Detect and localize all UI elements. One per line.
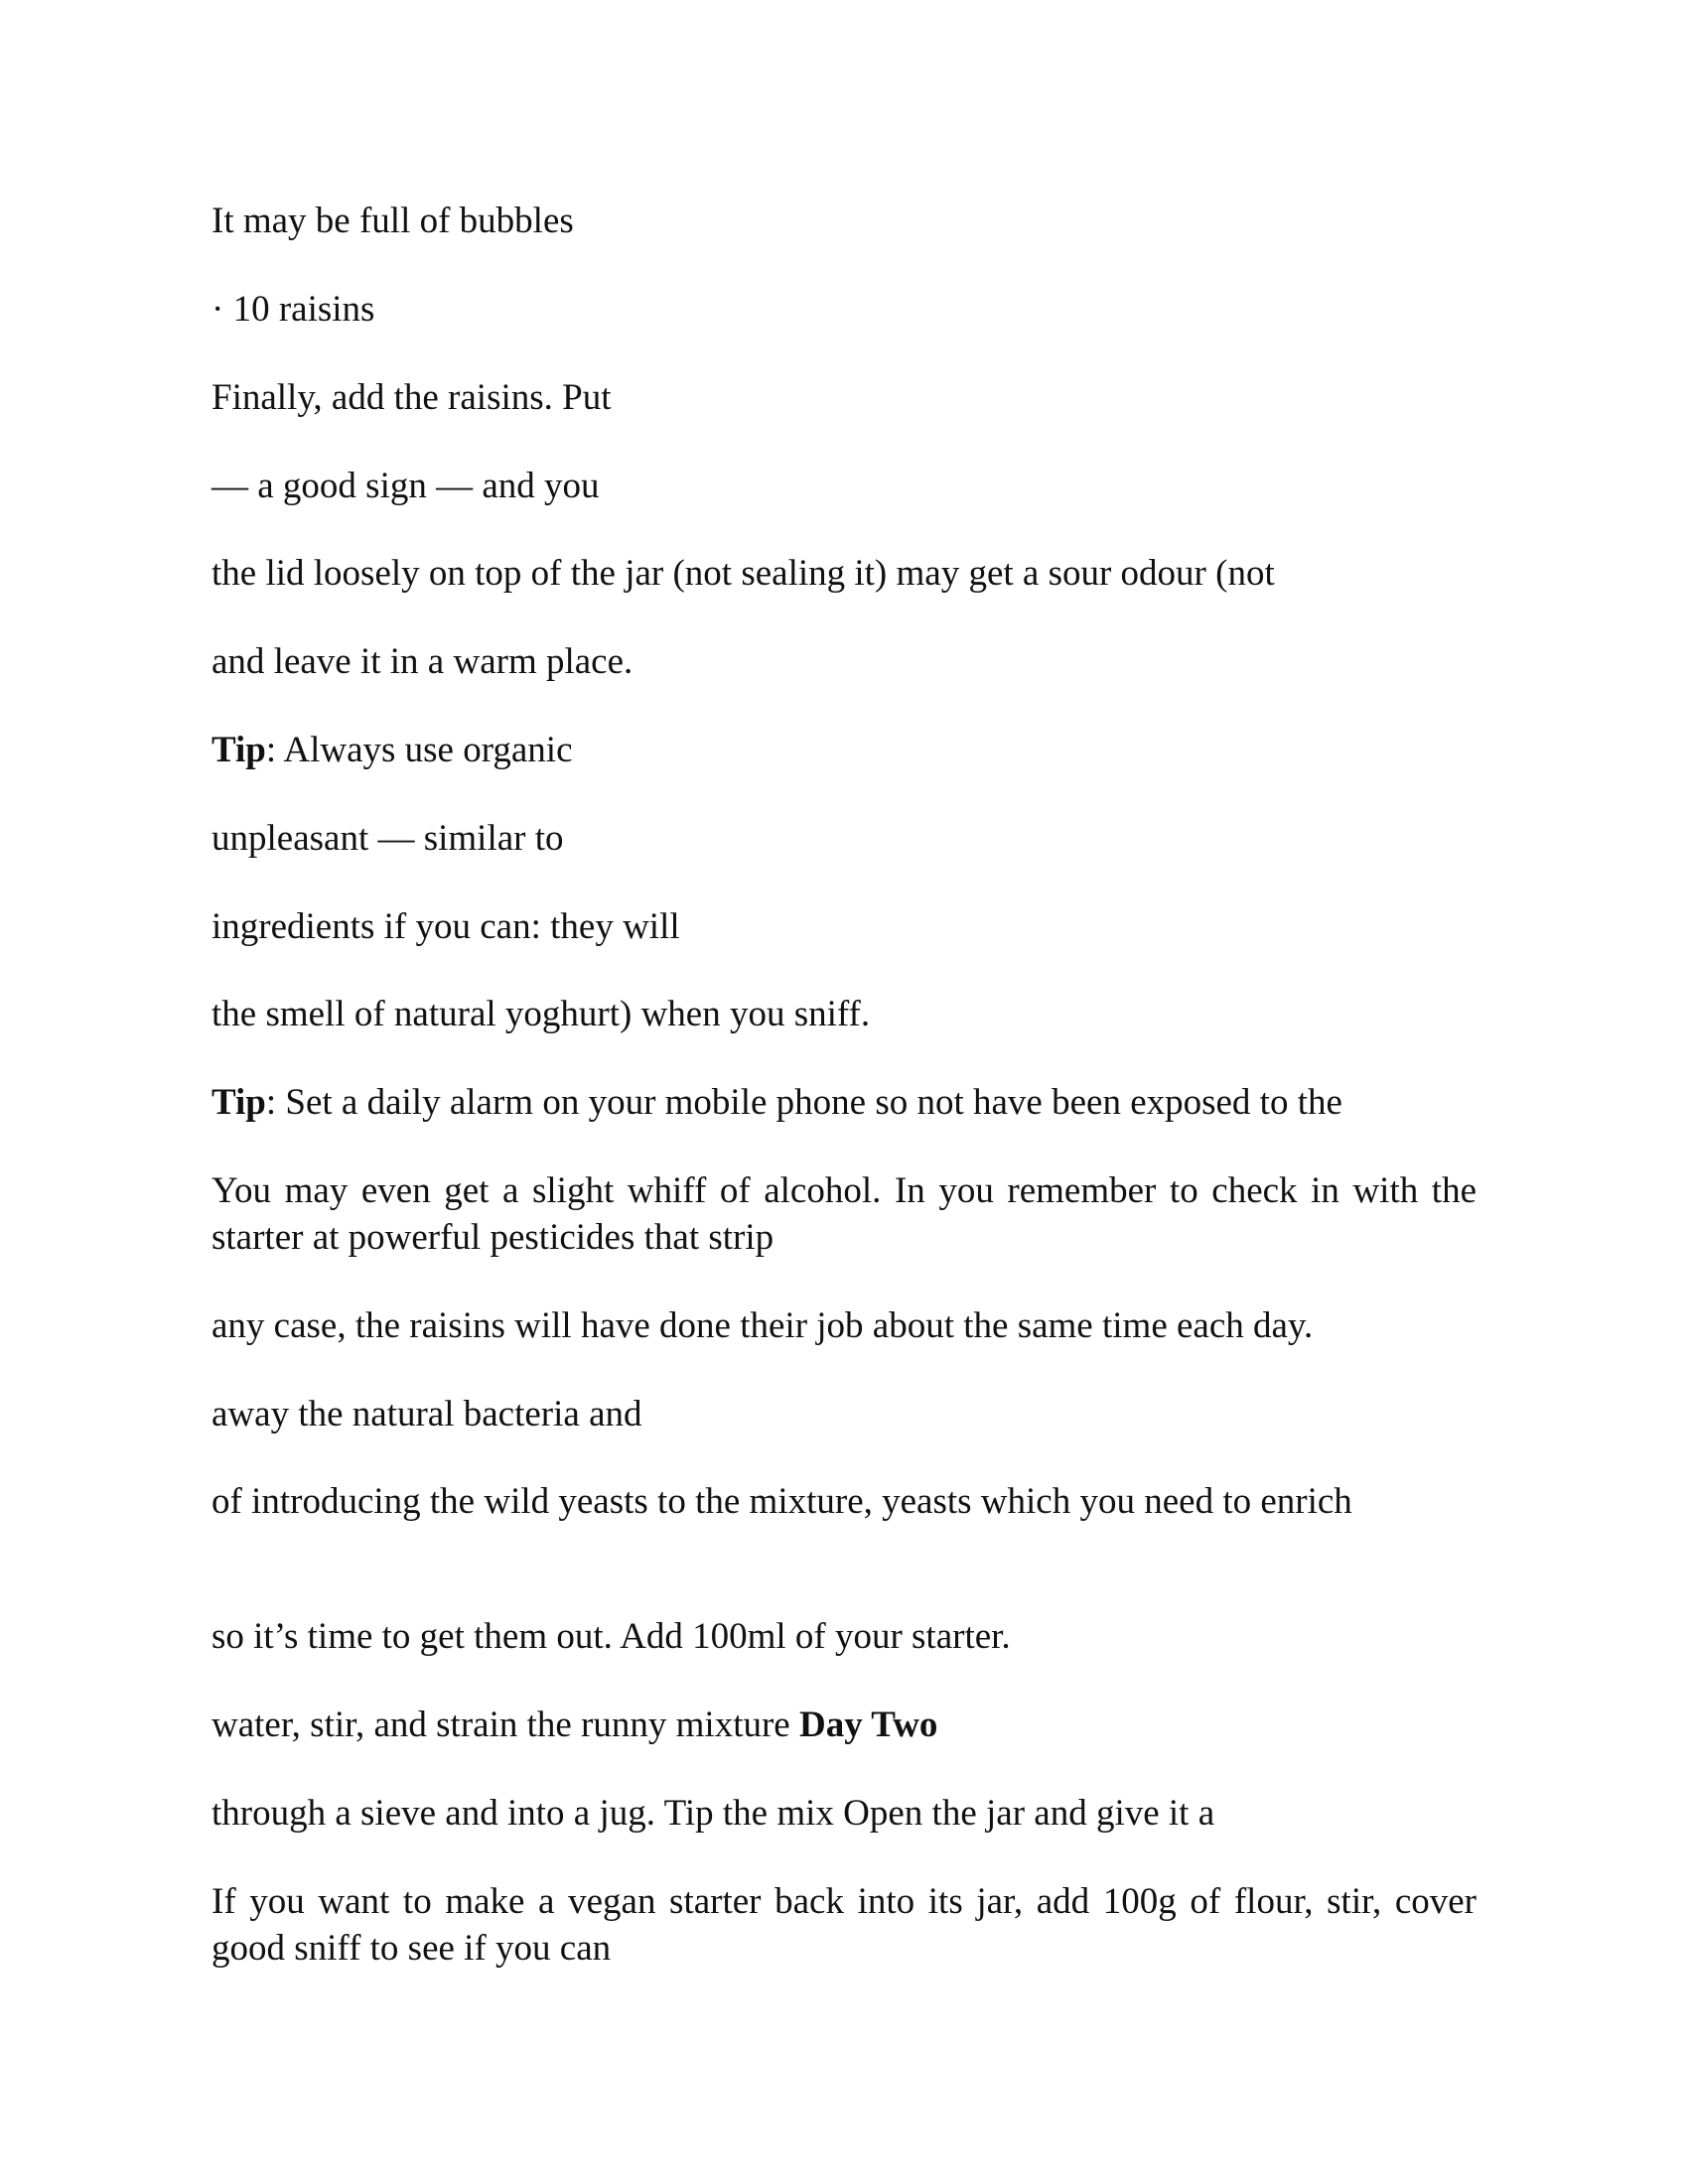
paragraph-text: and leave it in a warm place.	[211, 641, 633, 682]
ingredient-item	[211, 286, 1477, 333]
paragraph	[211, 198, 1477, 244]
paragraph	[211, 815, 1477, 862]
paragraph-text: water, stir, and strain the runny mixture	[211, 1705, 799, 1745]
paragraph-text: · 10 raisins	[211, 289, 375, 330]
day-heading: Day Two	[798, 1705, 938, 1745]
paragraph	[211, 1167, 1477, 1261]
paragraph-text: the lid loosely on top of the jar (not sealing it) may get a sour odour (not	[211, 553, 1275, 594]
paragraph-text: unpleasant — similar to	[211, 818, 564, 859]
tip-label: Tip	[211, 730, 266, 770]
tip-paragraph	[211, 1079, 1477, 1126]
paragraph	[211, 1702, 1477, 1748]
tip-label: Tip	[211, 1082, 266, 1123]
paragraph	[211, 463, 1477, 509]
paragraph	[211, 374, 1477, 421]
paragraph	[211, 1302, 1477, 1349]
paragraph-text: Finally, add the raisins. Put	[211, 377, 612, 418]
paragraph-text: You may even get a slight whiff of alcohol. In you remember to check in with the starter at powerful pesticides that strip	[211, 1170, 1477, 1258]
paragraph-text: of introducing the wild yeasts to the mixture, yeasts which you need to enrich	[211, 1481, 1352, 1522]
paragraph	[211, 638, 1477, 685]
paragraph-text: — a good sign — and you	[211, 466, 600, 506]
paragraph	[211, 550, 1477, 597]
paragraph-text: any case, the raisins will have done their job about the same time each day.	[211, 1305, 1314, 1346]
paragraph-text: ingredients if you can: they will	[211, 906, 680, 947]
paragraph	[211, 1478, 1477, 1525]
paragraph	[211, 1391, 1477, 1437]
paragraph	[211, 991, 1477, 1037]
paragraph-text: through a sieve and into a jug. Tip the mix Open the jar and give it a	[211, 1793, 1215, 1834]
paragraph	[211, 1878, 1477, 1972]
paragraph	[211, 1790, 1477, 1837]
paragraph-text: so it’s time to get them out. Add 100ml of your starter.	[211, 1616, 1011, 1657]
tip-paragraph	[211, 727, 1477, 773]
paragraph-text: away the natural bacteria and	[211, 1394, 642, 1434]
paragraph	[211, 903, 1477, 950]
paragraph-text: It may be full of bubbles	[211, 201, 574, 241]
paragraph-text: the smell of natural yoghurt) when you sniff.	[211, 994, 871, 1034]
paragraph-text: : Always use organic	[265, 730, 573, 770]
paragraph	[211, 1613, 1477, 1660]
paragraph-text: : Set a daily alarm on your mobile phone so not have been exposed to the	[265, 1082, 1342, 1123]
paragraph-text: If you want to make a vegan starter back into its jar, add 100g of flour, stir, cover good sniff to see if you can	[211, 1881, 1477, 1969]
